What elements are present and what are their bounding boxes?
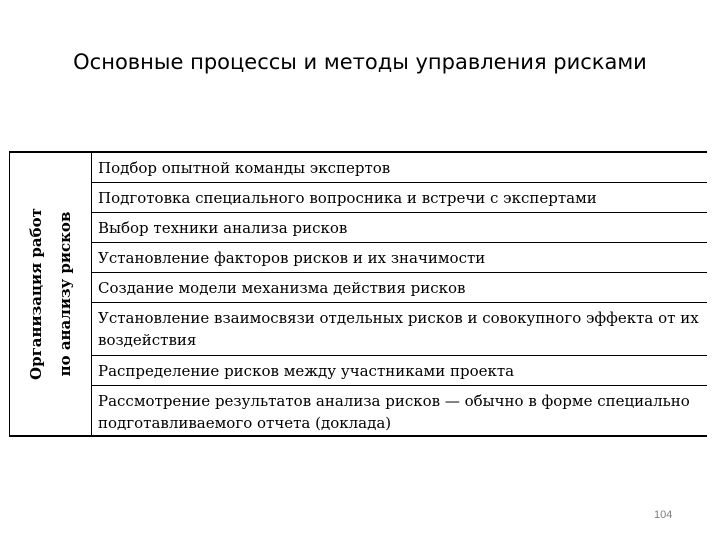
table-row: Подбор опытной команды экспертов <box>92 153 707 183</box>
table-row: Установление взаимосвязи отдельных рисков и совокупного эффекта от их воздействия <box>92 303 707 356</box>
slide-title: Основные процессы и методы управления рисками <box>73 50 647 74</box>
table-row: Установление факторов рисков и их значимости <box>92 243 707 273</box>
table-row: Выбор техники анализа рисков <box>92 213 707 243</box>
table-row: Распределение рисков между участниками проекта <box>92 356 707 386</box>
side-label-line1: Организация работ <box>26 208 45 380</box>
side-label-line2: по анализу рисков <box>55 211 74 377</box>
table-row: Рассмотрение результатов анализа рисков — обычно в форме специально подготавливаемого отчета (доклада) <box>98 391 690 432</box>
table-rows <box>92 153 707 435</box>
side-label <box>22 208 80 380</box>
table-row: Создание модели механизма действия рисков <box>92 273 707 303</box>
side-label-cell <box>10 153 92 435</box>
process-table <box>9 151 707 437</box>
table-row: Подготовка специального вопросника и встречи с экспертами <box>92 183 707 213</box>
page-number: 104 <box>654 509 673 521</box>
